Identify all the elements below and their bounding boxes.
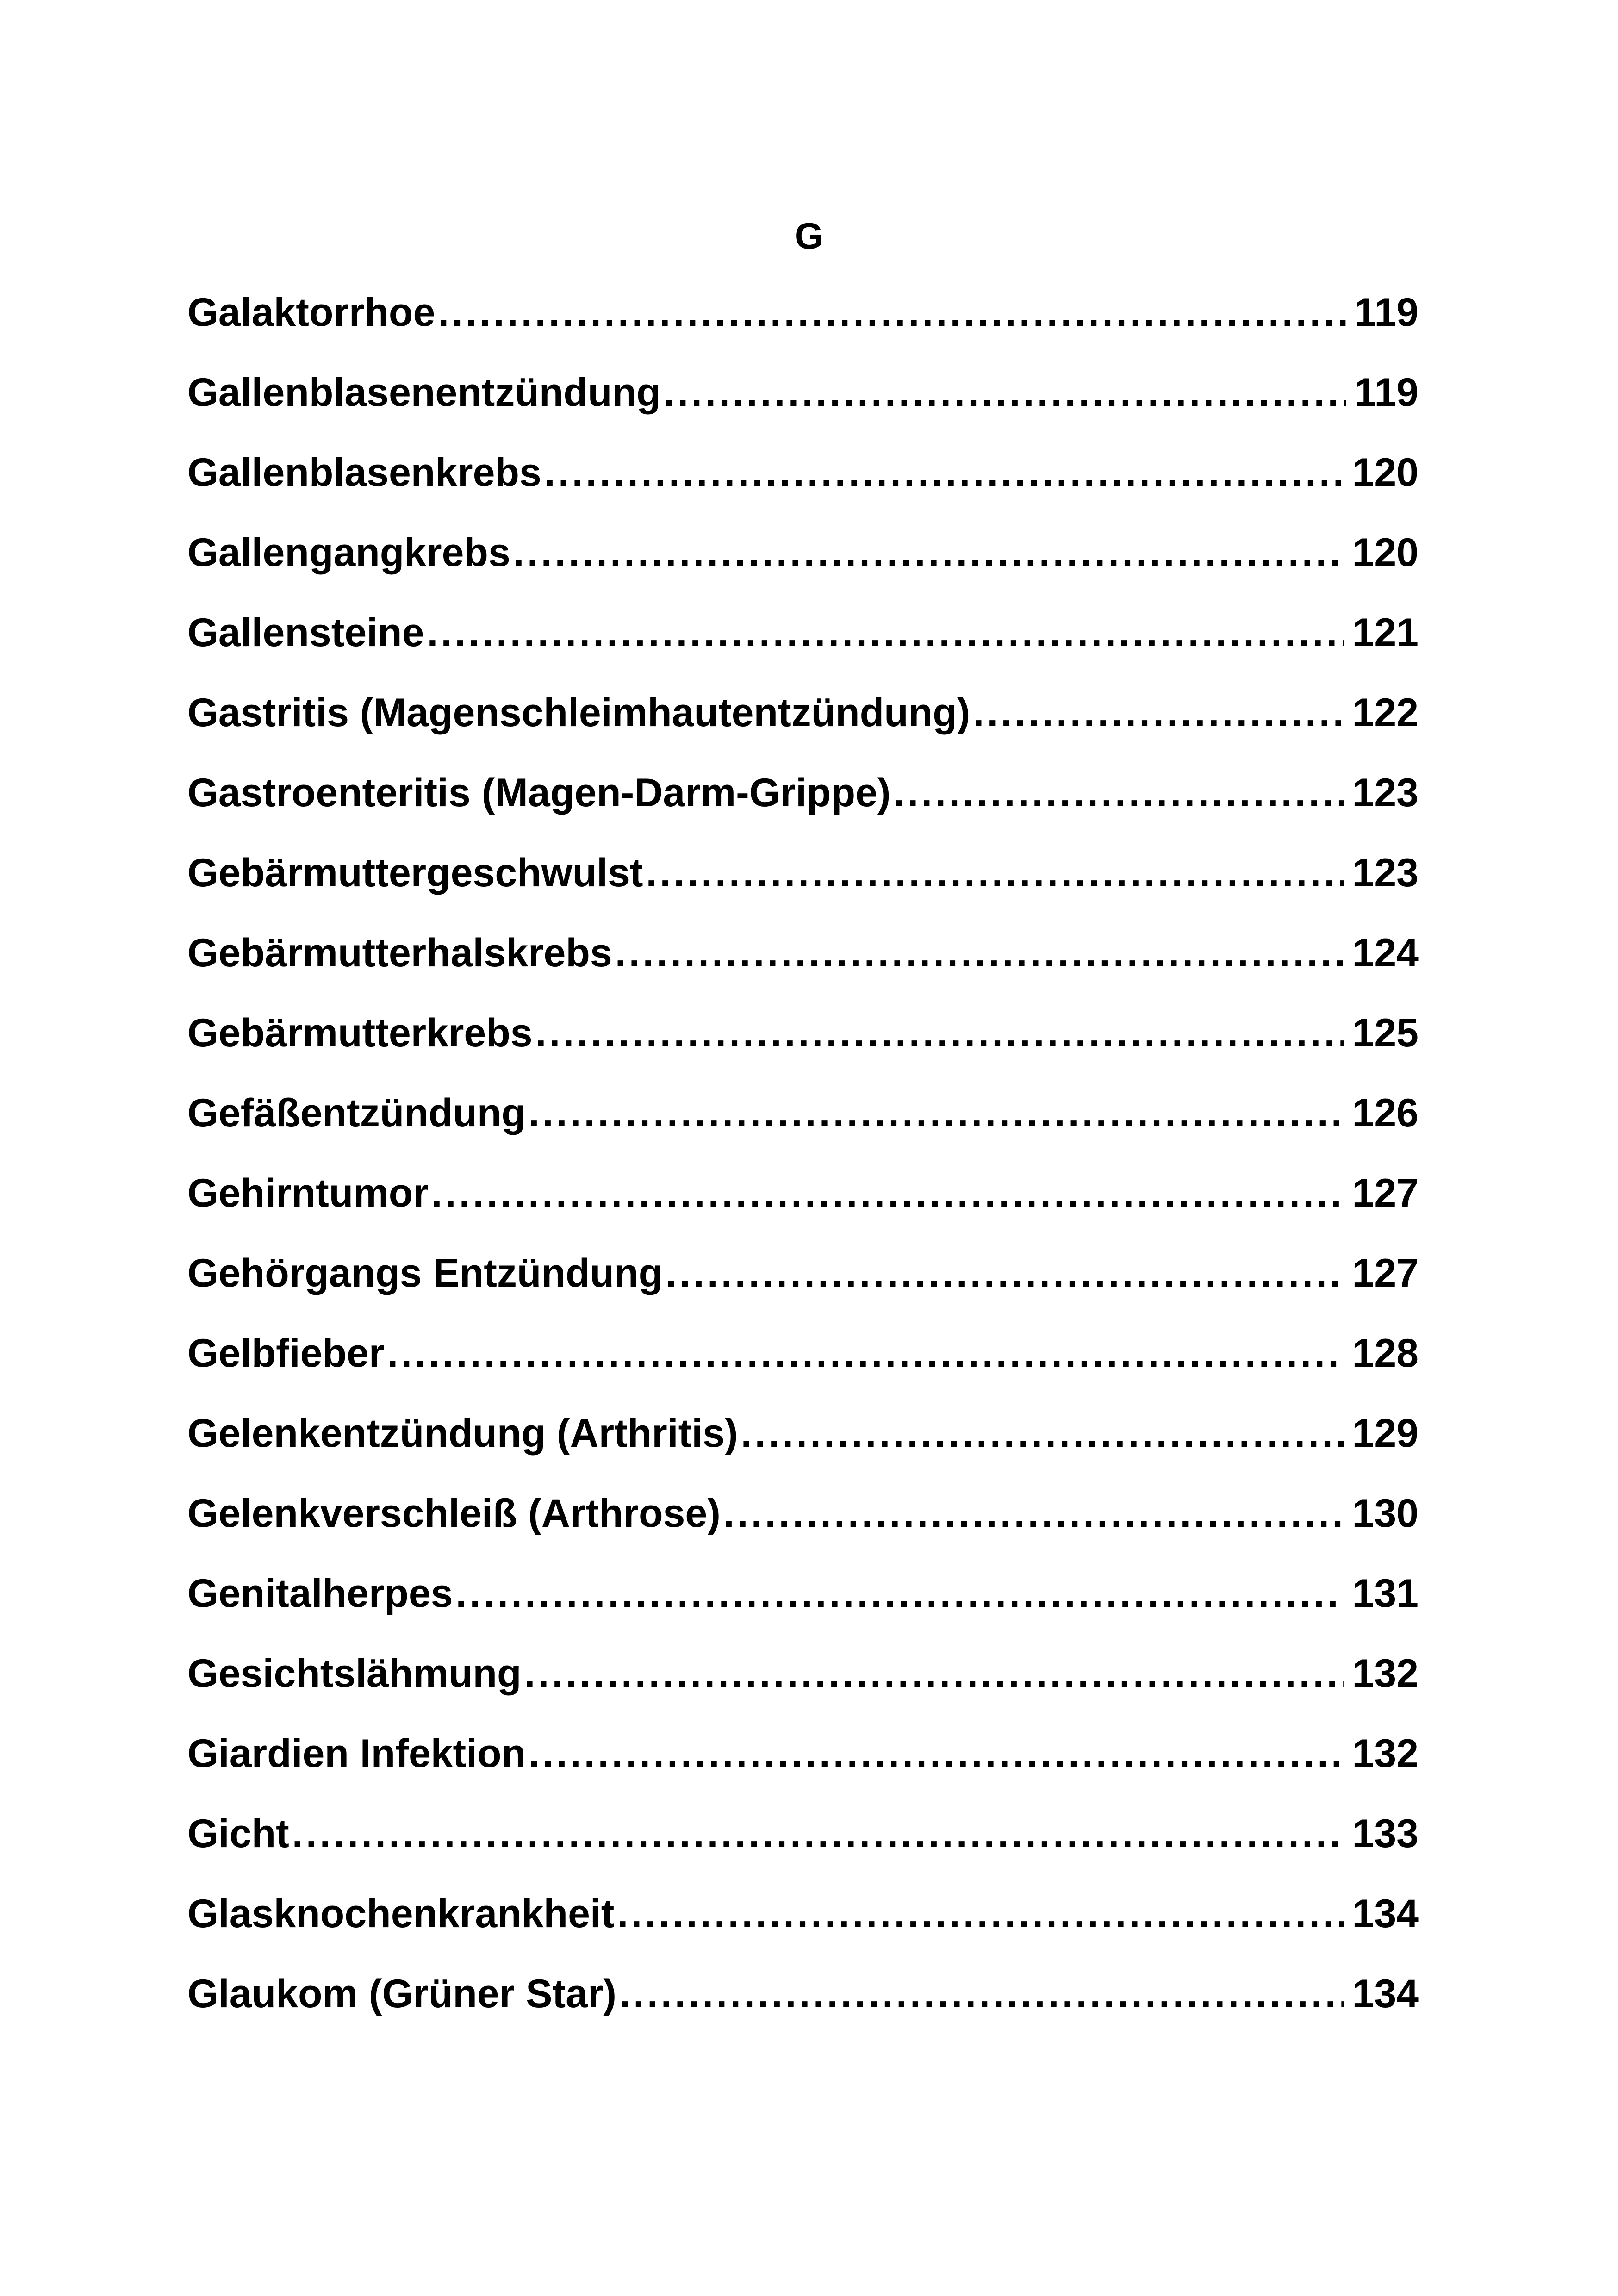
dot-leader	[529, 1719, 1344, 1788]
index-entry[interactable]	[187, 998, 1419, 1078]
dot-leader	[535, 998, 1344, 1068]
entry-page-number: 123	[1352, 851, 1419, 895]
dot-leader	[456, 1559, 1344, 1628]
entry-title: Galaktorrhoe	[187, 290, 436, 335]
dot-leader	[741, 1399, 1344, 1468]
index-entry[interactable]	[187, 1879, 1419, 1959]
dot-leader	[666, 1238, 1344, 1308]
entry-page-number: 130	[1352, 1491, 1419, 1536]
entry-title: Gallenblasenentzündung	[187, 370, 661, 415]
index-entry[interactable]	[187, 1639, 1419, 1719]
dot-leader	[427, 598, 1344, 667]
entry-page-number: 124	[1352, 931, 1419, 975]
index-entry[interactable]	[187, 1158, 1419, 1238]
dot-leader	[894, 758, 1344, 828]
entry-title: Gallensteine	[187, 610, 424, 655]
entry-page-number: 134	[1352, 1892, 1419, 1936]
dot-leader	[387, 1319, 1344, 1388]
entry-title: Gicht	[187, 1811, 289, 1856]
index-entry[interactable]	[187, 1719, 1419, 1799]
index-entry[interactable]	[187, 758, 1419, 838]
dot-leader	[615, 918, 1344, 988]
section-letter-heading: G	[794, 215, 824, 256]
index-entry[interactable]	[187, 438, 1419, 518]
index-entry[interactable]	[187, 1959, 1419, 2039]
entry-title: Gastritis (Magenschleimhautentzündung)	[187, 691, 971, 735]
entry-page-number: 133	[1352, 1811, 1419, 1856]
entry-title: Gallenblasenkrebs	[187, 450, 541, 495]
index-entry[interactable]	[187, 278, 1419, 358]
dot-leader	[973, 678, 1344, 747]
index-entry[interactable]	[187, 518, 1419, 598]
entry-title: Gesichtslähmung	[187, 1651, 522, 1696]
dot-leader	[431, 1158, 1344, 1228]
entry-page-number: 127	[1352, 1171, 1419, 1215]
entry-page-number: 126	[1352, 1091, 1419, 1135]
index-entry[interactable]	[187, 918, 1419, 998]
entry-page-number: 119	[1354, 370, 1419, 415]
index-list	[187, 278, 1419, 2039]
entry-page-number: 120	[1352, 530, 1419, 575]
entry-page-number: 122	[1352, 691, 1419, 735]
entry-page-number: 123	[1352, 771, 1419, 815]
index-entry[interactable]	[187, 1559, 1419, 1639]
entry-title: Gelenkverschleiß (Arthrose)	[187, 1491, 721, 1536]
entry-title: Gehörgangs Entzündung	[187, 1251, 663, 1295]
entry-title: Glasknochenkrankheit	[187, 1892, 615, 1936]
entry-page-number: 134	[1352, 1972, 1419, 2016]
dot-leader	[513, 518, 1344, 587]
entry-title: Gehirntumor	[187, 1171, 429, 1215]
index-entry[interactable]	[187, 1078, 1419, 1158]
entry-title: Giardien Infektion	[187, 1731, 526, 1776]
dot-leader	[438, 278, 1346, 347]
index-entry[interactable]	[187, 1319, 1419, 1399]
entry-title: Gefäßentzündung	[187, 1091, 526, 1135]
index-entry[interactable]	[187, 358, 1419, 438]
index-entry[interactable]	[187, 1399, 1419, 1479]
entry-page-number: 121	[1352, 610, 1419, 655]
entry-page-number: 128	[1352, 1331, 1419, 1375]
entry-page-number: 120	[1352, 450, 1419, 495]
index-entry[interactable]	[187, 1799, 1419, 1879]
index-entry[interactable]	[187, 1479, 1419, 1559]
entry-page-number: 132	[1352, 1651, 1419, 1696]
dot-leader	[529, 1078, 1344, 1148]
index-entry[interactable]	[187, 838, 1419, 918]
entry-title: Gebärmuttergeschwulst	[187, 851, 643, 895]
entry-title: Gallengangkrebs	[187, 530, 510, 575]
dot-leader	[292, 1799, 1344, 1868]
index-entry[interactable]	[187, 678, 1419, 758]
entry-title: Gelbfieber	[187, 1331, 385, 1375]
entry-page-number: 127	[1352, 1251, 1419, 1295]
index-entry[interactable]	[187, 598, 1419, 678]
dot-leader	[544, 438, 1344, 507]
entry-title: Gebärmutterhalskrebs	[187, 931, 612, 975]
dot-leader	[723, 1479, 1344, 1548]
entry-title: Genitalherpes	[187, 1571, 453, 1616]
entry-page-number: 132	[1352, 1731, 1419, 1776]
entry-page-number: 125	[1352, 1011, 1419, 1055]
entry-title: Glaukom (Grüner Star)	[187, 1972, 617, 2016]
entry-page-number: 131	[1352, 1571, 1419, 1616]
entry-page-number: 129	[1352, 1411, 1419, 1456]
entry-page-number: 119	[1354, 290, 1419, 335]
entry-title: Gastroenteritis (Magen-Darm-Grippe)	[187, 771, 891, 815]
dot-leader	[524, 1639, 1344, 1708]
dot-leader	[619, 1959, 1344, 2028]
index-entry[interactable]	[187, 1238, 1419, 1319]
dot-leader	[664, 358, 1346, 427]
entry-title: Gelenkentzündung (Arthritis)	[187, 1411, 738, 1456]
entry-title: Gebärmutterkrebs	[187, 1011, 533, 1055]
dot-leader	[617, 1879, 1344, 1948]
dot-leader	[646, 838, 1344, 908]
